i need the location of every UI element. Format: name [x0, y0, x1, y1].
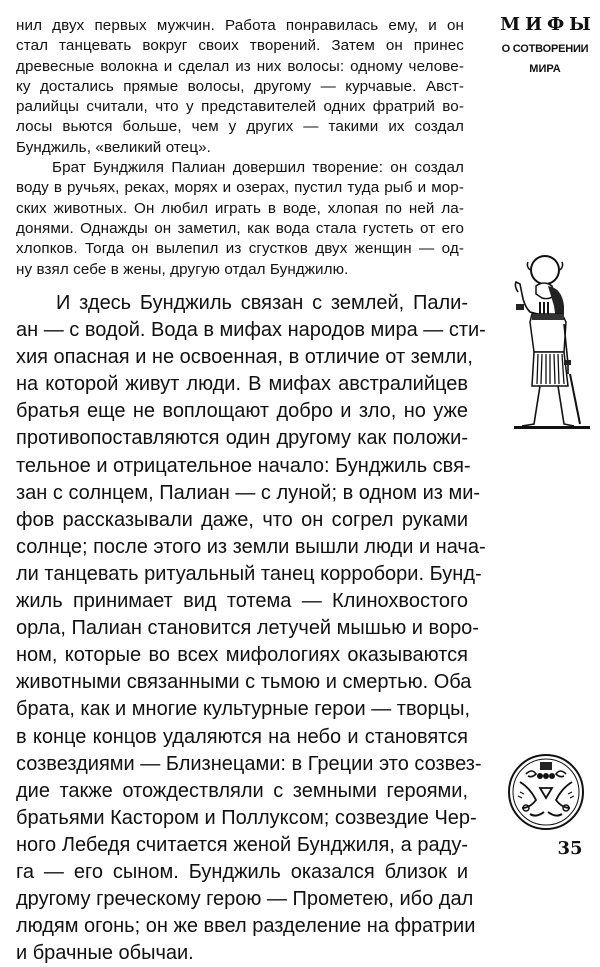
text-line: в конце концов удаляются на небо и становятся — [16, 725, 468, 748]
text-line: ан — с водой. Вода в мифах народов мира — сти- — [16, 319, 486, 342]
text-line: ли танцевать ритуальный танец корробори. Бунд- — [16, 562, 482, 585]
text-line: хлопков. Тогда он вылепил из сгустков двух женщин — од- — [16, 240, 464, 258]
text-line: брата, как и многие культурные герои — творцы, — [16, 698, 470, 721]
page-number: 35 — [557, 838, 583, 859]
text-line: ских животных. Он любил играть в воде, хлопая по ней ла- — [16, 199, 464, 217]
text-line: и брачные обычаи. — [16, 942, 194, 965]
text-line: зан с солнцем, Палиан — с луной; в одном из ми- — [16, 481, 481, 504]
text-line: лосы вьются больше, чем у других — такими их создал — [16, 118, 464, 136]
egyptian-falcon-headed-god-icon — [500, 252, 590, 432]
text-line: на которой живут люди. В мифах австралийцев — [16, 373, 468, 396]
text-line: другому греческому герою — Прометею, ибо дал — [16, 888, 474, 911]
text-line: ку достались прямые волосы, другому — курчавые. Авст- — [16, 77, 464, 95]
text-line: ном, которые во всех мифологиях оказываются — [16, 644, 468, 667]
text-line: дие также отождествляли с земными героями, — [16, 779, 468, 802]
text-line: воду в ручьях, реках, морях и озерах, пустил туда рыб и мор- — [16, 179, 464, 197]
text-line: стал танцевать вокруг своих творений. Затем он принес — [16, 37, 464, 55]
text-line: людям огонь; он же ввел разделение на фратрии — [16, 915, 476, 938]
text-line: ного Лебедя считается женой Бунджиля, а раду- — [16, 833, 468, 856]
text-line: жиль принимает вид тотема — Клинохвостого — [16, 590, 468, 613]
text-line: И здесь Бунджиль связан с землей, Пали- — [56, 292, 468, 314]
text-line: братьями Кастором и Поллуксом; созвездие Чер- — [16, 806, 477, 829]
text-line: га — его сыном. Бунджиль оказался близок и — [16, 860, 468, 883]
text-line: Бунджиль, «великий отец». — [16, 138, 212, 156]
text-line: тельное и отрицательное начало: Бунджиль свя- — [16, 454, 471, 477]
text-line: братья еще не воплощают добро и зло, но уже — [16, 400, 468, 423]
paragraph-1 — [16, 16, 464, 158]
text-line: солнце; после этого из земли вышли люди и нача- — [16, 535, 486, 558]
text-line: нил двух первых мужчин. Работа понравилась ему, и он — [16, 17, 464, 34]
small-text-block — [16, 16, 464, 280]
chapter-header — [490, 10, 600, 75]
ornamental-medallion-icon — [506, 752, 586, 832]
chapter-subtitle: О СОТВОРЕНИИ — [501, 43, 589, 55]
text-line: ралийцы считали, что у представителей одних фратрий во- — [16, 98, 464, 116]
text-line: ну взял себе в жены, другую отдал Бунджилю. — [16, 260, 349, 278]
text-line: созвездиями — Близнецами: в Греции это созвез- — [16, 752, 482, 775]
text-line: хия опасная и не освоенная, в отличие от земли, — [16, 346, 473, 369]
chapter-title: МИФЫ — [500, 14, 596, 35]
main-text-block — [16, 290, 486, 967]
chapter-subtitle-2: МИРА — [529, 63, 561, 75]
text-line: Брат Бунджиля Палиан довершил творение: он создал — [52, 159, 464, 177]
text-line: противопоставляются один другому как положи- — [16, 427, 468, 450]
text-line: животными связанными с тьмою и смертью. Оба — [16, 671, 472, 694]
text-line: донями. Однажды он заметил, как вода стала густеть от его — [16, 219, 464, 237]
paragraph-2 — [16, 158, 464, 280]
text-line: древесные волокна и сделал из них волосы: одному челове- — [16, 57, 464, 75]
text-line: орла, Палиан становится летучей мышью и воро- — [16, 617, 479, 640]
text-line: фов рассказывали даже, что он согрел руками — [16, 508, 468, 531]
